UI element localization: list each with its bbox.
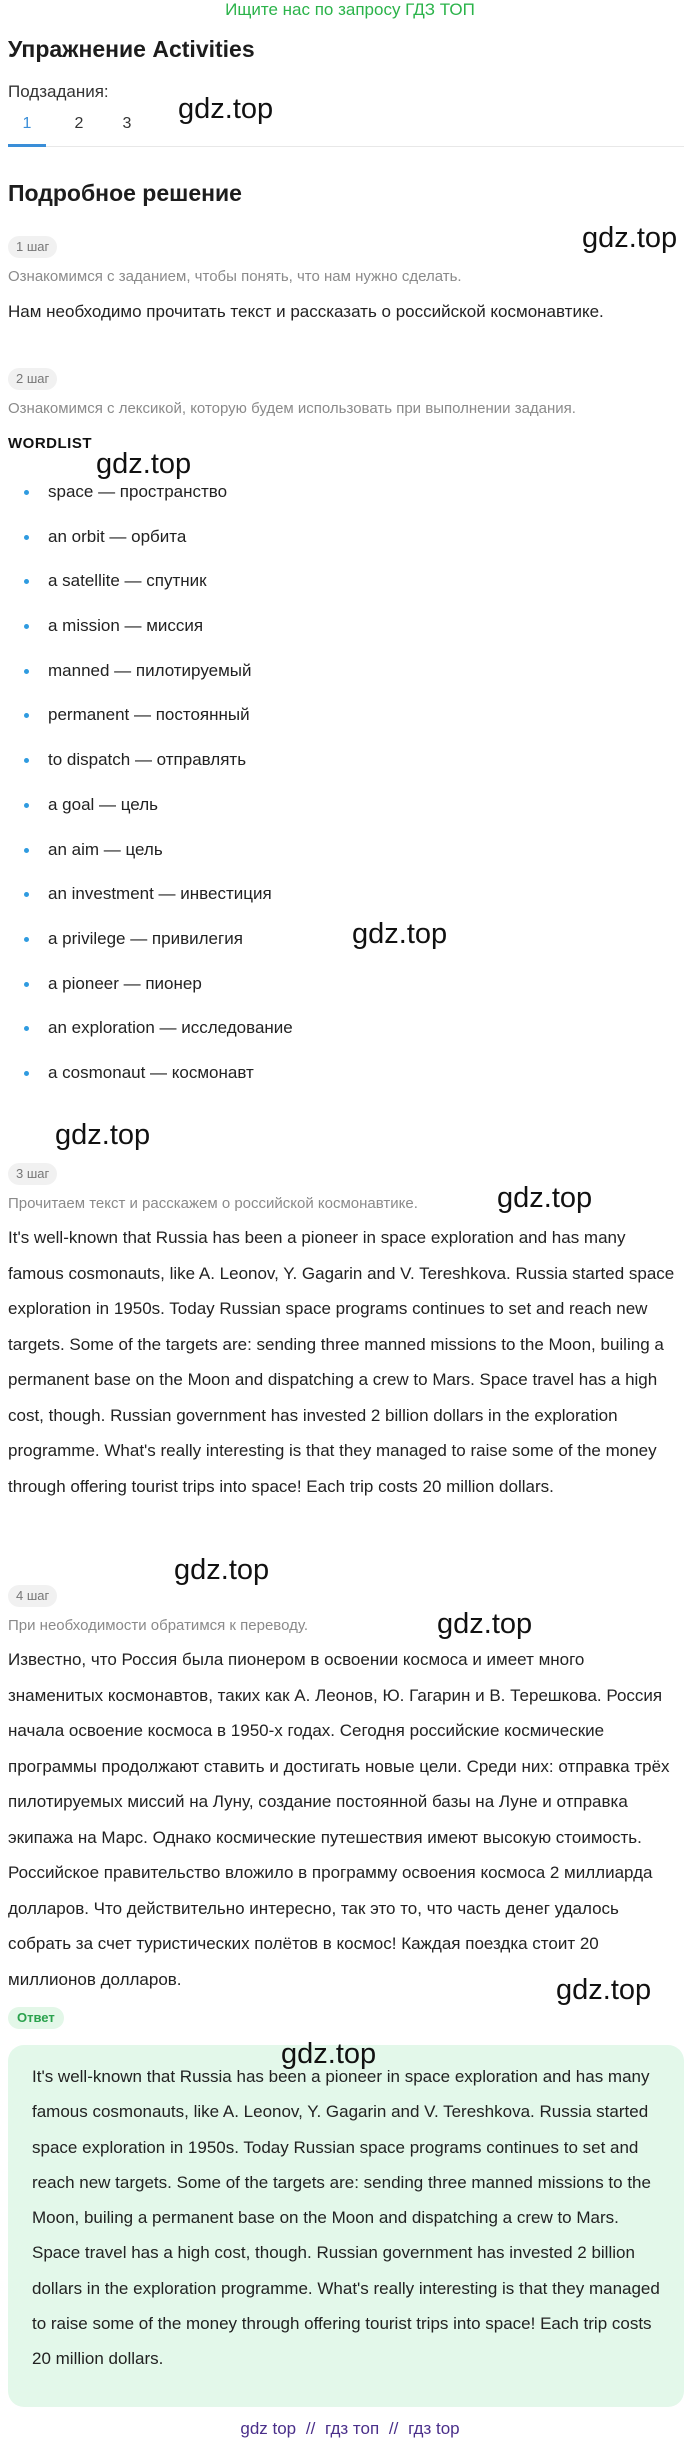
step-4-text: Известно, что Россия была пионером в освоении космоса и имеет много знаменитых космонавтов, таких как А. Леонов, Ю. Гагарин и В. Терешкова. Россия начала освоение космоса в 1950-х годах. Сегодня российские космические программы продолжают ставить и достигать новые цели. Среди них: отправка трёх пилотируемых миссий на Луну, создание постоянной базы на Луне и отправка экипажа на Марс. Однако космические путешествия имеют высокую стоимость. Российское правительство вложило в программу освоения космоса 2 миллиарда долларов. Что действительно интересно, так это то, что часть денег удалось собрать за счет туристических полётов в космос! Каждая поездка стоит 20 миллионов долларов. [8, 1650, 670, 1989]
list-item: to dispatch — отправлять [8, 748, 608, 793]
footer-link-gdz-top-mixed[interactable]: гдз top [408, 2419, 460, 2438]
watermark: gdz.top [556, 1974, 652, 2006]
answer-badge: Ответ [8, 2007, 64, 2029]
footer-separator: // [388, 2419, 399, 2438]
list-item: an aim — цель [8, 838, 608, 883]
watermark: gdz.top [497, 1182, 593, 1214]
list-item: permanent — постоянный [8, 703, 608, 748]
footer-link-gdz-top-ru[interactable]: гдз топ [325, 2419, 380, 2438]
list-item: a mission — миссия [8, 614, 608, 659]
watermark: gdz.top [96, 448, 192, 480]
step-2-badge: 2 шаг [8, 368, 57, 390]
watermark: gdz.top [174, 1554, 270, 1586]
list-item: space — пространство [8, 480, 608, 525]
step-4-badge: 4 шаг [8, 1585, 57, 1607]
watermark: gdz.top [55, 1119, 151, 1151]
step-3-text: It's well-known that Russia has been a pioneer in space exploration and has many famous cosmonauts, like A. Leonov, Y. Gagarin and V. Tereshkova. Russia started space exploration in 1950s. Today Russian space programs continues to set and reach new targets. Some of the targets are: sending three manned missions to the Moon, builing a permanent base on the Moon and dispatching a crew to Mars. Space travel has a high cost, though. Russian government has invested 2 billion dollars in the exploration programme. What's really interesting is that they managed to raise some of the money through offering tourist trips into space! Each trip costs 20 million dollars. [8, 1228, 675, 1496]
footer-links [0, 2418, 700, 2442]
tab-subtask-3[interactable]: 3 [122, 115, 132, 132]
subtask-tabs [8, 108, 684, 147]
list-item: manned — пилотируемый [8, 659, 608, 704]
list-item: a cosmonaut — космонавт [8, 1061, 608, 1106]
solution-title: Подробное решение [8, 180, 242, 206]
watermark: gdz.top [352, 918, 448, 950]
list-item: a pioneer — пионер [8, 972, 608, 1017]
step-1-hint: Ознакомимся с заданием, чтобы понять, что нам нужно сделать. [8, 268, 462, 285]
footer-link-gdz-top[interactable]: gdz top [240, 2419, 297, 2438]
step-4-hint: При необходимости обратимся к переводу. [8, 1617, 309, 1634]
list-item: a privilege — привилегия [8, 927, 608, 972]
step-1-badge: 1 шаг [8, 236, 57, 258]
list-item: a satellite — спутник [8, 569, 608, 614]
subtasks-label: Подзадания: [8, 82, 109, 101]
wordlist [8, 480, 608, 1106]
watermark: gdz.top [178, 93, 274, 125]
answer-box [8, 2045, 684, 2407]
watermark: gdz.top [437, 1608, 533, 1640]
wordlist-label: WORDLIST [8, 435, 92, 452]
list-item: an investment — инвестиция [8, 882, 608, 927]
step-2-hint: Ознакомимся с лексикой, которую будем использовать при выполнении задания. [8, 400, 576, 417]
tab-subtask-2[interactable]: 2 [74, 115, 84, 132]
list-item: an exploration — исследование [8, 1016, 608, 1061]
page-title: Упражнение Activities [8, 36, 255, 62]
step-3-badge: 3 шаг [8, 1163, 57, 1185]
tab-subtask-1[interactable]: 1 [8, 108, 46, 147]
search-banner: Ищите нас по запросу ГДЗ ТОП [225, 0, 475, 19]
step-3-hint: Прочитаем текст и расскажем о российской космонавтике. [8, 1195, 418, 1212]
watermark: gdz.top [281, 2038, 377, 2070]
list-item: a goal — цель [8, 793, 608, 838]
step-1-text: Нам необходимо прочитать текст и рассказать о российской космонавтике. [8, 302, 604, 321]
footer-separator: // [305, 2419, 316, 2438]
watermark: gdz.top [582, 222, 678, 254]
list-item: an orbit — орбита [8, 525, 608, 570]
answer-text: It's well-known that Russia has been a pioneer in space exploration and has many famous cosmonauts, like A. Leonov, Y. Gagarin and V. Tereshkova. Russia started space exploration in 1950s. Today Russian space programs continues to set and reach new targets. Some of the targets are: sending three manned missions to the Moon, builing a permanent base on the Moon and dispatching a crew to Mars. Space travel has a high cost, though. Russian government has invested 2 billion dollars in the exploration programme. What's really interesting is that they managed to raise some of the money through offering tourist trips into space! Each trip costs 20 million dollars. [32, 2067, 660, 2369]
